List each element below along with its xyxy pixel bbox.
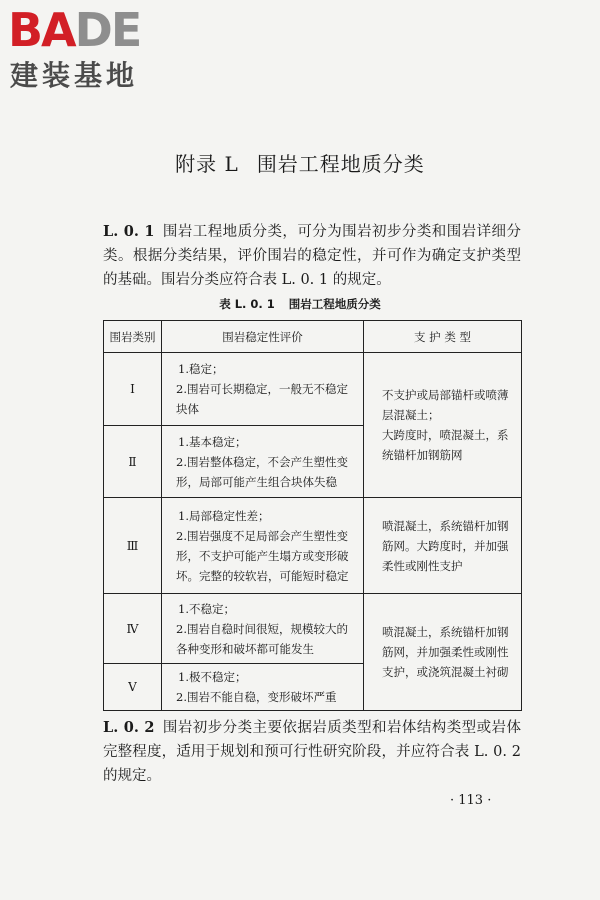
clause-l-0-1 bbox=[103, 220, 521, 292]
grade-cell: Ⅴ bbox=[104, 664, 162, 711]
table-row bbox=[104, 498, 522, 594]
page-number: · 113 · bbox=[450, 793, 492, 808]
evaluation-cell bbox=[162, 594, 364, 664]
appendix-label: 附录 L bbox=[175, 152, 239, 176]
support-line: 大跨度时，喷混凝土，系统锚杆加钢筋网 bbox=[382, 428, 509, 462]
evaluation-line: 1.基本稳定； bbox=[178, 434, 247, 449]
grade-cell: Ⅳ bbox=[104, 594, 162, 664]
support-cell: 喷混凝土，系统锚杆加钢筋网。大跨度时，并加强柔性或刚性支护 bbox=[364, 498, 522, 594]
evaluation-cell bbox=[162, 426, 364, 498]
header-grade: 围岩类别 bbox=[104, 321, 162, 353]
table-row bbox=[104, 353, 522, 426]
evaluation-line: 2.围岩不能自稳，变形破坏严重 bbox=[176, 690, 337, 704]
support-line: 不支护或局部锚杆或喷薄层混凝土； bbox=[382, 388, 509, 422]
grade-cell: Ⅲ bbox=[104, 498, 162, 594]
logo-accent-letters: BA bbox=[8, 3, 75, 57]
table-row bbox=[104, 594, 522, 664]
evaluation-cell bbox=[162, 498, 364, 594]
evaluation-line: 2.围岩自稳时间很短，规模较大的各种变形和破坏都可能发生 bbox=[176, 621, 348, 656]
rock-classification-table bbox=[103, 320, 522, 711]
clause-number: L. 0. 1 bbox=[103, 223, 155, 240]
evaluation-cell bbox=[162, 664, 364, 711]
clause-l-0-2 bbox=[103, 716, 521, 788]
logo-subtitle: 建装基地 bbox=[10, 59, 139, 92]
logo-rest-letters: DE bbox=[74, 3, 141, 57]
grade-cell: Ⅰ bbox=[104, 353, 162, 426]
support-cell bbox=[364, 353, 522, 498]
appendix-name: 围岩工程地质分类 bbox=[256, 152, 425, 176]
table-caption bbox=[0, 296, 600, 312]
evaluation-line: 1.极不稳定； bbox=[178, 670, 247, 684]
support-cell: 喷混凝土，系统锚杆加钢筋网，并加强柔性或刚性支护，或浇筑混凝土衬砌 bbox=[364, 594, 522, 711]
header-evaluation: 围岩稳定性评价 bbox=[162, 321, 364, 353]
table-number: 表 L. 0. 1 bbox=[219, 297, 275, 311]
logo-wordmark bbox=[8, 4, 140, 56]
brand-logo bbox=[8, 4, 178, 96]
evaluation-line: 2.围岩强度不足局部会产生塑性变形，不支护可能产生塌方或变形破坏。完整的较软岩，可能短时稳定 bbox=[176, 528, 349, 583]
evaluation-line: 2.围岩整体稳定，不会产生塑性变形，局部可能产生组合块体失稳 bbox=[176, 454, 348, 489]
table-name: 围岩工程地质分类 bbox=[288, 297, 381, 311]
clause-number: L. 0. 2 bbox=[103, 719, 155, 736]
clause-text: 围岩初步分类主要依据岩质类型和岩体结构类型或岩体完整程度，适用于规划和预可行性研究阶段，并应符合表 L. 0. 2 的规定。 bbox=[103, 720, 521, 784]
evaluation-line: 2.围岩可长期稳定，一般无不稳定块体 bbox=[176, 382, 348, 416]
header-support: 支 护 类 型 bbox=[364, 321, 522, 353]
page-title bbox=[0, 148, 600, 177]
evaluation-cell bbox=[162, 353, 364, 426]
table-header-row bbox=[104, 321, 522, 353]
grade-cell: Ⅱ bbox=[104, 426, 162, 498]
evaluation-line: 1.稳定； bbox=[178, 362, 224, 376]
evaluation-line: 1.不稳定； bbox=[178, 601, 235, 616]
evaluation-line: 1.局部稳定性差； bbox=[178, 508, 270, 523]
clause-text: 围岩工程地质分类，可分为围岩初步分类和围岩详细分类。根据分类结果，评价围岩的稳定性，并可作为确定支护类型的基础。围岩分类应符合表 L. 0. 1 的规定。 bbox=[103, 224, 521, 288]
